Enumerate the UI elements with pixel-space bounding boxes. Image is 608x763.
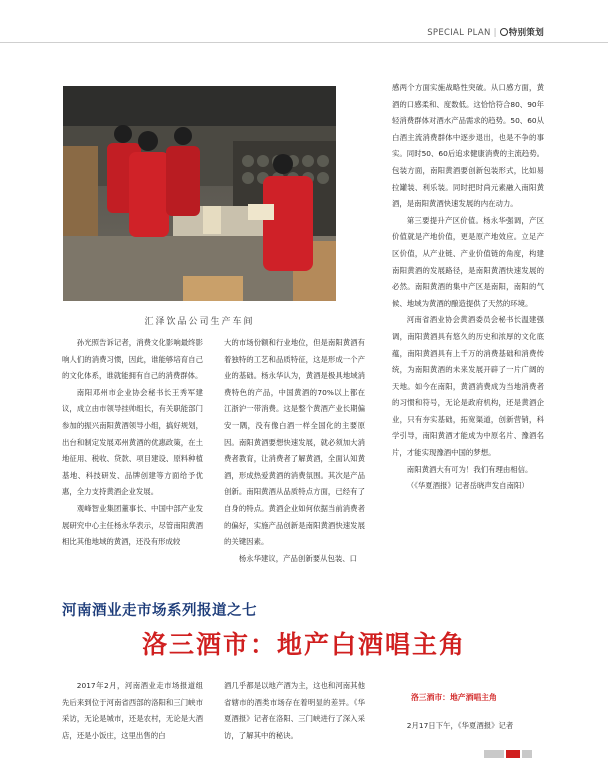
byline: （《华夏酒报》记者岳晓声发自南阳） [406, 481, 529, 491]
paragraph: 杨永华建议，产品创新要从包装、口 [238, 553, 358, 563]
paragraph: 酒几乎都是以地产酒为主，这也和河南其他省辖市的酒类市场存在着明显的差异。《华夏酒报》记者在洛阳、三门峡进行了深入采访，了解其中的秘诀。 [224, 681, 365, 740]
article-column-3 [392, 80, 544, 495]
section-en: SPECIAL PLAN [427, 28, 491, 38]
header-divider [0, 42, 608, 43]
article-column-2 [224, 335, 365, 567]
paragraph: 感两个方面实施战略性突破。从口感方面，黄酒的口感柔和、度数低。这恰恰符合80、90年轻消费群体对酒水产品需求的趋势。50、60从白酒主流消费群体中逐步退出，也是不争的事实。同时50、60后追求健康消费的主流趋势。包装方面，南阳黄酒要创新包装形式，比如易拉罐装、利乐装。同时把时尚元素融入南阳黄酒，是南阳黄酒快速发展的内在动力。 [392, 83, 544, 209]
section-cn: 特别策划 [508, 28, 544, 38]
bottom-column-3 [392, 718, 544, 735]
main-headline: 洛三酒市：地产白酒唱主角 [141, 630, 466, 659]
paragraph: 第三要提升产区价值。杨永华强调，产区价值就是产地价值，更是原产地效应。立足产区价值，从产业链、产业价值链的角度，构建南阳黄酒的发展路径，是南阳黄酒快速发展的必然。南阳黄酒的集中产区是南阳，南阳的气候、地域为黄酒的酿造提供了天然的环境。 [392, 215, 544, 308]
paragraph: 孙光照告诉记者，消费文化影响最终影响人们的消费习惯，因此，谁能够培育自己的文化体系，谁就能拥有自己的消费群体。 [62, 338, 203, 381]
paragraph: 2017年2月，河南酒业走市场报道组先后来到位于河南省西部的洛阳和三门峡市采访，无论是城市，还是农村，无论是大酒店，还是小饭庄，这里出售的白 [62, 681, 203, 740]
paragraph: 南阳邓州市企业协会秘书长王秀军建议，成立由市领导挂帅组长，有关职能部门参加的振兴南阳黄酒领导小组，搞好规划，出台和制定发展邓州黄酒的优惠政策，在土地征用、税收、贷款、项目建设、原料种植基地、科技研发、品牌创建等方面给予优惠，全力支持黄酒企业发展。 [62, 387, 203, 497]
paragraph: 南阳黄酒大有可为！我们有理由相信。 [406, 464, 533, 474]
factory-photo [63, 86, 336, 301]
subhead: 洛三酒市：地产酒唱主角 [411, 693, 497, 702]
factory-photo-illustration [63, 86, 336, 301]
paragraph: 2月17日下午，《华夏酒报》记者 [406, 721, 514, 730]
paragraph: 观峰智业集团董事长、中国中部产业发展研究中心主任杨永华表示，尽管南阳黄酒相比其他地域的黄酒，还没有形成较 [62, 503, 203, 547]
paragraph: 河南省酒业协会黄酒委员会秘书长温建强调，南阳黄酒具有悠久的历史和浓厚的文化底蕴，南阳黄酒具有上千万的消费基础和消费传统，为南阳黄酒的未来发展开辟了一片广阔的天地。如今在南阳，黄酒消费成为当地消费者的习惯和符号，无论是政府机构，还是黄酒企业，只有夯实基础，拓宽渠道，创新营销，科学引导，南阳黄酒才能成为中原名片、豫酒名片，才能实现豫酒中国的梦想。 [392, 315, 544, 458]
paragraph: 大的市场份额和行业地位，但是南阳黄酒有着独特的工艺和品质特征，这是形成一个产业的基础。杨永华认为，黄酒是极具地域消费特色的产品，中国黄酒的70%以上都在江浙沪一带消费。这是整个黄酒产业长期偏安一隅，没有像白酒一样全国化的主要原因。南阳黄酒要想快速发展，就必须加大消费者教育，让消费者了解黄酒，全面认知黄酒，形成热爱黄酒的消费氛围。其次是产品创新。南阳黄酒从品质特点方面，已经有了自身的特点。黄酒企业如何依据当前消费者的偏好，实施产品创新是南阳黄酒快速发展的关键因素。 [224, 338, 365, 547]
bottom-column-2 [224, 678, 365, 744]
bottom-column-1 [62, 678, 203, 744]
photo-caption: 汇泽饮品公司生产车间 [144, 317, 255, 327]
section-header: SPECIAL PLAN | 特别策划 [427, 28, 544, 38]
circle-bullet-icon [500, 28, 508, 36]
page-footer-marks [484, 743, 546, 753]
series-title: 河南酒业走市场系列报道之七 [62, 603, 257, 619]
article-column-1 [62, 335, 203, 551]
